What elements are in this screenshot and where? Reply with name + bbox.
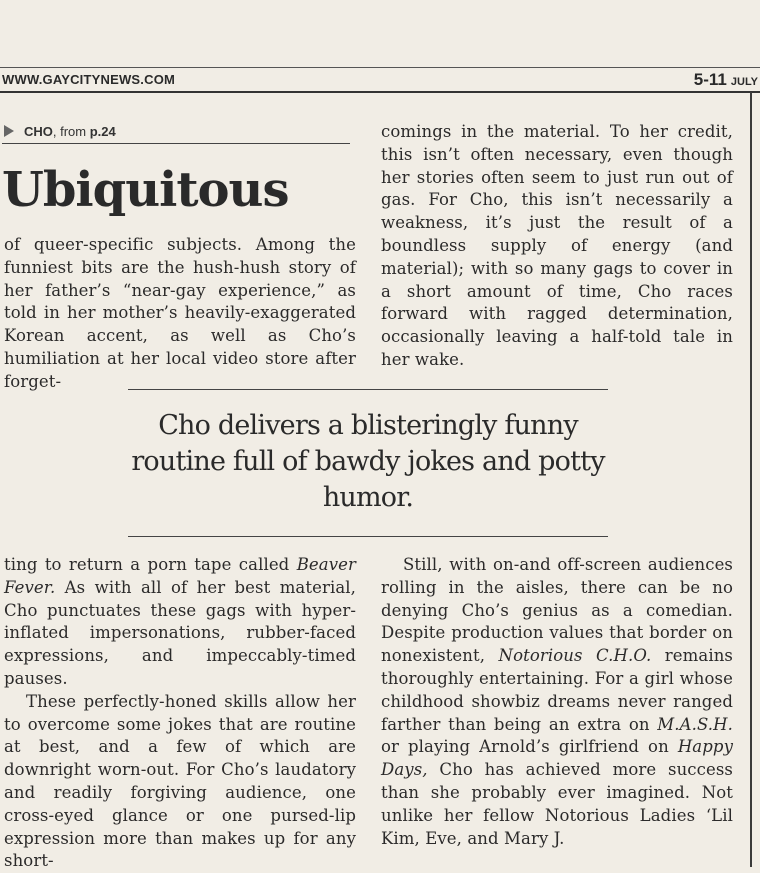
issue-date-month: JULY <box>730 76 758 88</box>
jump-story-name: CHO <box>24 124 53 139</box>
text-run: As with all of her best material, Cho punctuates these gags with hyper-inflated impersonations, rubber-faced expressions, and impeccably-timed pauses. <box>4 577 356 688</box>
jump-rule <box>2 143 350 144</box>
show-title: M.A.S.H. <box>657 714 733 734</box>
upper-right-column <box>381 121 733 372</box>
show-title: Notorious C.H.O. <box>498 646 652 666</box>
lower-right-paragraph <box>381 554 733 850</box>
arrow-right-icon <box>4 125 14 137</box>
headline: Ubiquitous <box>2 162 289 218</box>
text-run: or playing Arnold’s girlfriend on <box>381 737 678 757</box>
text-run: Cho has achieved more success than she probably ever imagined. Not unlike her fellow Notorious Ladies ‘Lil Kim, Eve, and Mary J. <box>381 760 733 848</box>
site-url: WWW.GAYCITYNEWS.COM <box>2 72 176 87</box>
upper-left-paragraph: of queer-specific subjects. Among the funniest bits are the hush-hush story of her father’s “near-gay experience,” as told in her mother’s heavily-exaggerated Korean accent, as well as Cho’s humiliation at her local video store after forget- <box>4 235 356 391</box>
jump-from-text: , from <box>52 124 90 139</box>
pullquote-rule-bottom <box>128 536 608 537</box>
pullquote-rule-top <box>128 389 608 390</box>
lower-left-paragraph-2: These perfectly-honed skills allow her to overcome some jokes that are routine at best, and a few of which are downright worn-out. For Cho’s laudatory and readily forgiving audience, one cross-eyed glance or one pursed-lip expression more than makes up for any short- <box>4 691 356 871</box>
page-edge-rule <box>750 92 752 867</box>
header-rule-top <box>0 67 760 68</box>
jump-page: p.24 <box>89 124 116 139</box>
lower-right-column <box>381 554 733 850</box>
lower-left-column <box>4 554 356 873</box>
issue-date-days: 5-11 <box>693 70 727 89</box>
show-title: Happy Days, <box>381 737 733 780</box>
lower-left-paragraph-1 <box>4 554 356 691</box>
upper-left-column <box>4 234 356 394</box>
pullquote: Cho delivers a blisteringly funny routine full of bawdy jokes and potty humor. <box>131 410 605 513</box>
header-rule-bottom <box>0 91 760 93</box>
upper-right-paragraph: comings in the material. To her credit, this isn’t often necessary, even though her stories often seem to just run out of gas. For Cho, this isn’t necessarily a weakness, it’s just the result of a boundless supply of energy (and material); with so many gags to cover in a short amount of time, Cho races forward with ragged determination, occasionally leaving a half-told tale in her wake. <box>381 122 733 369</box>
issue-date <box>694 70 758 90</box>
text-run: Still, with on-and off-screen audiences rolling in the aisles, there can be no denying Cho’s genius as a comedian. Despite production values that border on nonexistent, <box>381 555 733 666</box>
continued-from-line <box>4 124 350 139</box>
film-title: Beaver Fever. <box>4 555 356 597</box>
text-run: ting to return a porn tape called <box>4 555 297 574</box>
text-run: remains thoroughly entertaining. For a girl whose childhood showbiz dreams never ranged farther than being an extra on <box>381 646 733 734</box>
